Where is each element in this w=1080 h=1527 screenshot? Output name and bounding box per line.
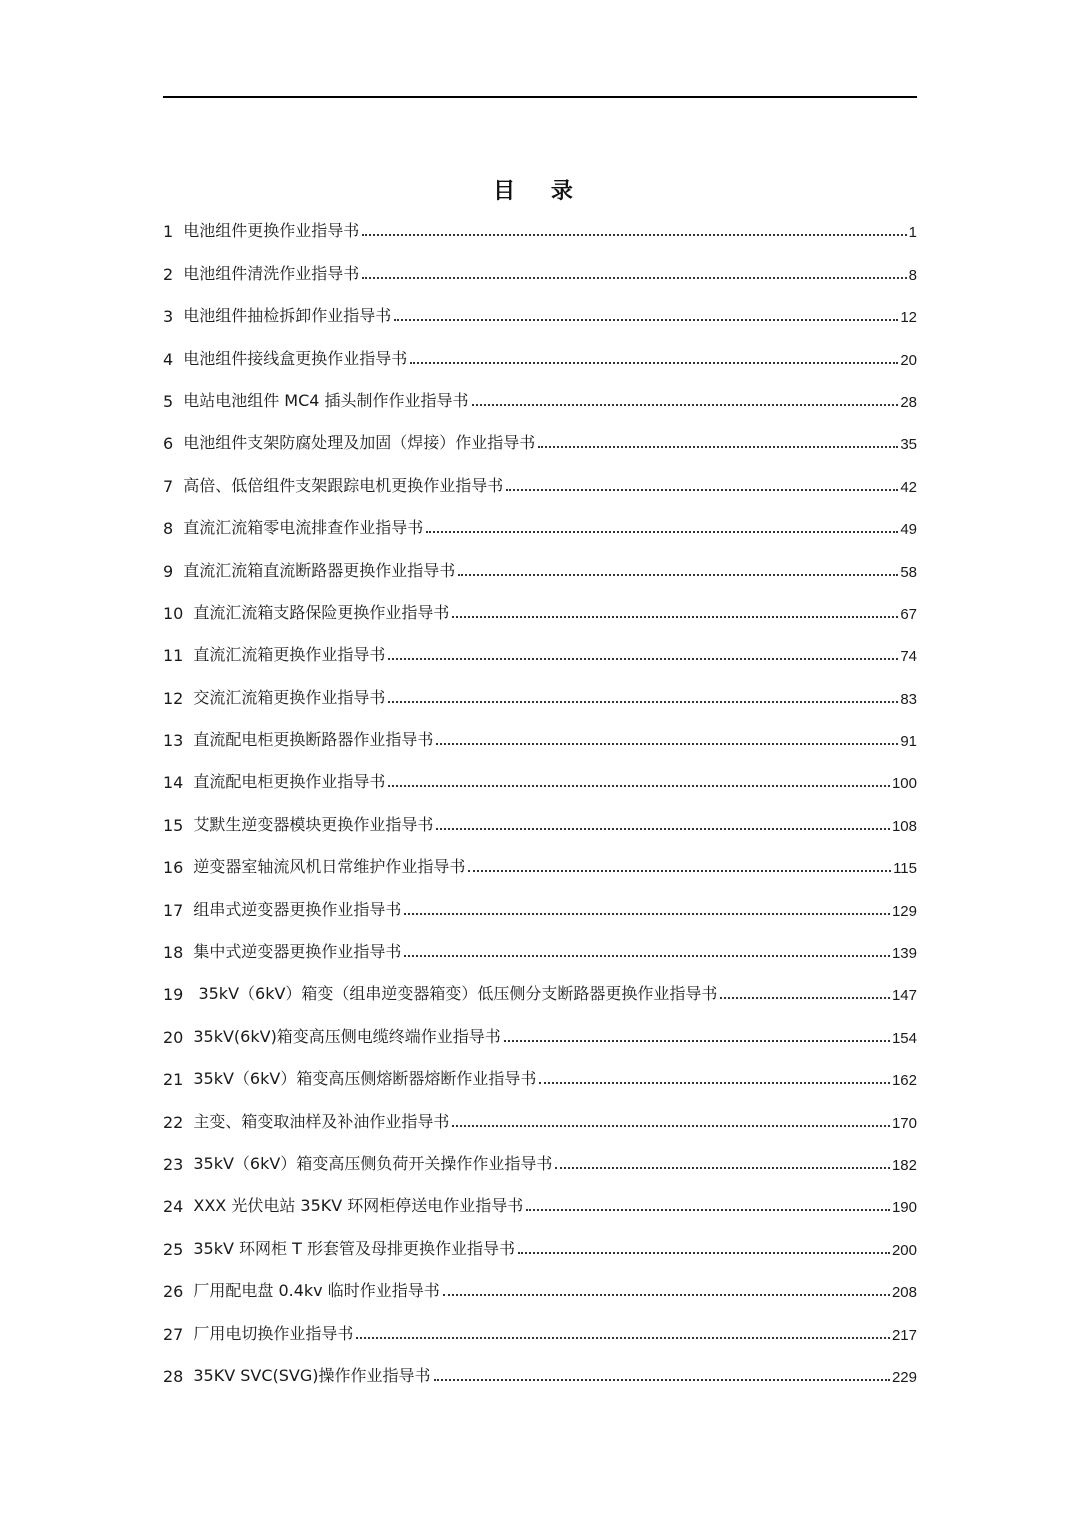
toc-title: 目 录 <box>493 178 587 204</box>
toc-entry[interactable] <box>163 203 917 245</box>
toc-entry-page-number: 217 <box>891 1326 917 1344</box>
toc-entry-title: 电池组件清洗作业指导书 <box>183 263 360 283</box>
toc-entry[interactable] <box>163 542 917 584</box>
dot-leader <box>404 913 890 915</box>
toc-entry-page-number: 139 <box>891 945 917 963</box>
toc-entry-number: 21 <box>163 1070 184 1090</box>
dot-leader <box>388 658 898 660</box>
toc-entry-title: 直流配电柜更换断路器作业指导书 <box>193 730 434 750</box>
toc-entry[interactable] <box>163 669 917 711</box>
toc-entry-number: 8 <box>163 519 174 539</box>
toc-entry[interactable] <box>163 1348 917 1390</box>
toc-entry-title: 集中式逆变器更换作业指导书 <box>193 942 402 962</box>
toc-entry[interactable] <box>163 881 917 923</box>
toc-entry[interactable] <box>163 457 917 499</box>
toc-entry-number: 17 <box>163 900 184 920</box>
dot-leader <box>504 1040 890 1042</box>
toc-entry-page-number: 108 <box>891 817 917 835</box>
toc-list <box>163 203 917 1390</box>
toc-entry-title: 直流汇流箱支路保险更换作业指导书 <box>193 602 450 622</box>
dot-leader <box>388 785 890 787</box>
toc-entry-page-number: 154 <box>891 1029 917 1047</box>
dot-leader <box>356 1337 890 1339</box>
dot-leader <box>468 870 891 872</box>
dot-leader <box>538 446 898 448</box>
dot-leader <box>394 319 898 321</box>
dot-leader <box>452 616 898 618</box>
toc-entry-number: 9 <box>163 561 174 581</box>
toc-entry-page-number: 20 <box>900 351 917 369</box>
toc-entry-title: 艾默生逆变器模块更换作业指导书 <box>193 814 434 834</box>
toc-entry-number: 22 <box>163 1112 184 1132</box>
dot-leader <box>436 743 898 745</box>
toc-entry-number: 3 <box>163 307 174 327</box>
toc-entry-title: 电池组件抽检拆卸作业指导书 <box>183 306 392 326</box>
toc-entry-number: 25 <box>163 1239 184 1259</box>
toc-entry[interactable] <box>163 1093 917 1135</box>
toc-entry-number: 20 <box>163 1027 184 1047</box>
toc-entry-page-number: 1 <box>908 224 917 242</box>
toc-entry[interactable] <box>163 330 917 372</box>
dot-leader <box>362 277 906 279</box>
toc-entry-title: 35kV（6kV）箱变高压侧负荷开关操作作业指导书 <box>193 1153 553 1173</box>
dot-leader <box>452 1125 890 1127</box>
toc-entry-page-number: 129 <box>891 902 917 920</box>
toc-entry-page-number: 91 <box>900 733 917 751</box>
toc-entry[interactable] <box>163 1305 917 1347</box>
dot-leader <box>362 234 906 236</box>
toc-entry-number: 27 <box>163 1324 184 1344</box>
toc-entry[interactable] <box>163 1178 917 1220</box>
toc-entry-page-number: 162 <box>891 1072 917 1090</box>
dot-leader <box>472 404 899 406</box>
toc-entry[interactable] <box>163 796 917 838</box>
toc-entry[interactable] <box>163 373 917 415</box>
toc-entry-title: 35kV（6kV）箱变（组串逆变器箱变）低压侧分支断路器更换作业指导书 <box>193 984 718 1004</box>
toc-entry[interactable] <box>163 500 917 542</box>
toc-entry-number: 13 <box>163 731 184 751</box>
toc-entry[interactable] <box>163 245 917 287</box>
toc-entry-title: 直流配电柜更换作业指导书 <box>193 772 386 792</box>
dot-leader <box>388 701 898 703</box>
toc-entry-number: 1 <box>163 222 174 242</box>
toc-entry-page-number: 147 <box>891 987 917 1005</box>
toc-entry-title: 高倍、低倍组件支架跟踪电机更换作业指导书 <box>183 475 504 495</box>
dot-leader <box>526 1209 890 1211</box>
toc-entry[interactable] <box>163 966 917 1008</box>
toc-entry[interactable] <box>163 1051 917 1093</box>
toc-entry-number: 6 <box>163 434 174 454</box>
toc-entry[interactable] <box>163 1263 917 1305</box>
toc-entry-title: 直流汇流箱更换作业指导书 <box>193 645 386 665</box>
toc-entry-page-number: 115 <box>893 860 917 878</box>
toc-entry-number: 18 <box>163 943 184 963</box>
toc-entry[interactable] <box>163 1220 917 1262</box>
toc-entry[interactable] <box>163 712 917 754</box>
toc-entry-title: 电站电池组件 MC4 插头制作作业指导书 <box>183 390 469 410</box>
toc-entry-page-number: 74 <box>900 648 917 666</box>
toc-entry-page-number: 83 <box>900 690 917 708</box>
dot-leader <box>555 1167 890 1169</box>
dot-leader <box>506 489 898 491</box>
toc-entry-number: 14 <box>163 773 184 793</box>
toc-entry[interactable] <box>163 288 917 330</box>
toc-entry-page-number: 42 <box>900 478 917 496</box>
toc-entry[interactable] <box>163 585 917 627</box>
toc-entry-page-number: 229 <box>891 1368 917 1386</box>
toc-entry-title: 组串式逆变器更换作业指导书 <box>193 899 402 919</box>
toc-entry-page-number: 170 <box>891 1114 917 1132</box>
toc-entry-number: 23 <box>163 1154 184 1174</box>
toc-entry[interactable] <box>163 1008 917 1050</box>
toc-entry-number: 11 <box>163 646 184 666</box>
toc-entry-page-number: 190 <box>891 1199 917 1217</box>
toc-entry-number: 24 <box>163 1197 184 1217</box>
toc-entry[interactable] <box>163 627 917 669</box>
toc-entry-title: 厂用配电盘 0.4kv 临时作业指导书 <box>193 1281 440 1301</box>
toc-entry-number: 10 <box>163 603 184 623</box>
toc-entry[interactable] <box>163 839 917 881</box>
toc-entry-title: 主变、箱变取油样及补油作业指导书 <box>193 1111 450 1131</box>
toc-entry-page-number: 58 <box>900 563 917 581</box>
toc-entry-title: 电池组件接线盒更换作业指导书 <box>183 348 408 368</box>
toc-entry-page-number: 100 <box>891 775 917 793</box>
toc-entry-number: 26 <box>163 1282 184 1302</box>
toc-entry-title: 35KV SVC(SVG)操作作业指导书 <box>193 1365 431 1385</box>
toc-entry-number: 5 <box>163 391 174 411</box>
toc-entry-title: 逆变器室轴流风机日常维护作业指导书 <box>193 857 466 877</box>
toc-entry-title: 35kV（6kV）箱变高压侧熔断器熔断作业指导书 <box>193 1069 537 1089</box>
toc-entry-number: 28 <box>163 1366 184 1386</box>
toc-entry[interactable] <box>163 924 917 966</box>
toc-entry-number: 15 <box>163 815 184 835</box>
toc-entry-title: 直流汇流箱零电流排查作业指导书 <box>183 518 424 538</box>
dot-leader <box>539 1082 890 1084</box>
toc-entry-page-number: 200 <box>891 1241 917 1259</box>
dot-leader <box>518 1252 890 1254</box>
toc-entry-number: 7 <box>163 476 174 496</box>
toc-entry-number: 16 <box>163 858 184 878</box>
dot-leader <box>720 997 890 999</box>
toc-entry-page-number: 49 <box>900 521 917 539</box>
toc-entry-title: 交流汇流箱更换作业指导书 <box>193 687 386 707</box>
toc-entry-number: 12 <box>163 688 184 708</box>
toc-entry-number: 19 <box>163 985 184 1005</box>
dot-leader <box>404 955 890 957</box>
toc-entry-title: 35kV(6kV)箱变高压侧电缆终端作业指导书 <box>193 1026 501 1046</box>
header-rule <box>163 96 917 98</box>
toc-entry-title: XXX 光伏电站 35KV 环网柜停送电作业指导书 <box>193 1196 524 1216</box>
toc-entry-page-number: 208 <box>891 1284 917 1302</box>
toc-entry-page-number: 8 <box>908 266 917 284</box>
toc-entry-number: 2 <box>163 264 174 284</box>
dot-leader <box>410 362 898 364</box>
toc-entry-page-number: 35 <box>900 436 917 454</box>
toc-entry-page-number: 67 <box>900 605 917 623</box>
toc-entry-title: 35kV 环网柜 T 形套管及母排更换作业指导书 <box>193 1238 515 1258</box>
toc-entry-page-number: 28 <box>900 393 917 411</box>
toc-entry[interactable] <box>163 1136 917 1178</box>
toc-entry[interactable] <box>163 415 917 457</box>
toc-entry-title: 直流汇流箱直流断路器更换作业指导书 <box>183 560 456 580</box>
dot-leader <box>458 574 898 576</box>
toc-entry-title: 厂用电切换作业指导书 <box>193 1323 354 1343</box>
dot-leader <box>436 828 890 830</box>
toc-entry[interactable] <box>163 754 917 796</box>
toc-entry-page-number: 12 <box>900 309 917 327</box>
toc-entry-page-number: 182 <box>891 1156 917 1174</box>
dot-leader <box>426 531 898 533</box>
toc-entry-number: 4 <box>163 349 174 369</box>
dot-leader <box>443 1294 890 1296</box>
toc-entry-title: 电池组件更换作业指导书 <box>183 221 360 241</box>
dot-leader <box>434 1379 890 1381</box>
toc-entry-title: 电池组件支架防腐处理及加固（焊接）作业指导书 <box>183 433 536 453</box>
